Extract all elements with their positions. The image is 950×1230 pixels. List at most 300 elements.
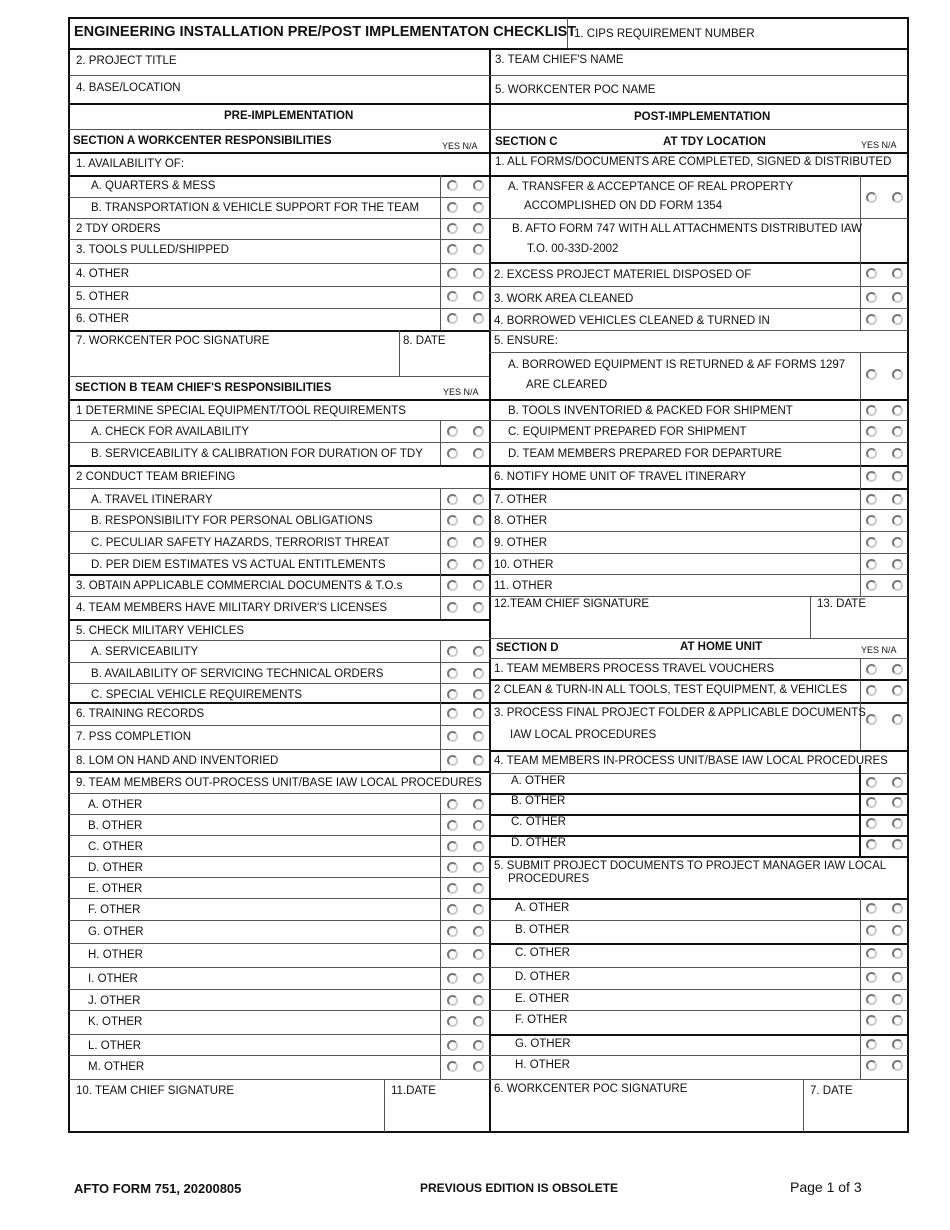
section-d-item-1-yes-radio[interactable] [866, 685, 877, 696]
grid-line [489, 1079, 908, 1080]
grid-line [489, 553, 908, 554]
grid-line [859, 827, 861, 856]
grid-line [440, 793, 441, 814]
section-c-subtitle: AT TDY LOCATION [663, 136, 766, 148]
team-chief-signature-c-field[interactable]: 12.TEAM CHIEF SIGNATURE [494, 598, 650, 610]
grid-line [69, 488, 489, 489]
section-c-item: 4. BORROWED VEHICLES CLEANED & TURNED IN [494, 315, 770, 327]
grid-line [489, 702, 908, 704]
section-b-item-19-yes-radio[interactable] [447, 820, 458, 831]
section-d-item-5g-na-radio[interactable] [892, 1039, 903, 1050]
grid-line [69, 1055, 489, 1056]
section-b-item: 9. TEAM MEMBERS OUT-PROCESS UNIT/BASE IAW LOCAL PROCEDURES [76, 777, 482, 789]
section-b-item-26-yes-radio[interactable] [447, 973, 458, 984]
section-c-item: 3. WORK AREA CLEANED [494, 293, 634, 305]
section-a-yes-na-header: YES N/A [442, 141, 478, 151]
section-b-item-25-yes-radio[interactable] [447, 949, 458, 960]
section-d-item-5h-yes-radio[interactable] [866, 1060, 877, 1071]
section-d-yes-na-header: YES N/A [861, 645, 897, 655]
section-c-item: A. BORROWED EQUIPMENT IS RETURNED & AF FORMS 1297 [508, 359, 846, 371]
grid-line [440, 877, 441, 898]
section-b-item-27-na-radio[interactable] [473, 995, 484, 1006]
section-d-item: A. OTHER [515, 902, 570, 914]
section-b-item-25-na-radio[interactable] [473, 949, 484, 960]
section-c-item-1a-yes-radio[interactable] [866, 192, 877, 203]
section-b-item-5-yes-radio[interactable] [447, 515, 458, 526]
section-d-subtitle: AT HOME UNIT [680, 641, 763, 653]
section-b-item-23-yes-radio[interactable] [447, 904, 458, 915]
grid-line [69, 877, 489, 878]
section-b-item-12-na-radio[interactable] [473, 668, 484, 679]
grid-line [440, 920, 441, 943]
section-c-item-5a-na-radio[interactable] [892, 369, 903, 380]
section-a-item-3-na-radio[interactable] [473, 223, 484, 234]
section-c-yes-na-header: YES N/A [861, 140, 897, 150]
section-d-item-4c-yes-radio[interactable] [866, 818, 877, 829]
section-b-item-27-yes-radio[interactable] [447, 995, 458, 1006]
section-b-item: 6. TRAINING RECORDS [76, 708, 205, 720]
section-d-item-4d-na-radio[interactable] [892, 839, 903, 850]
section-a-item-2-na-radio[interactable] [473, 202, 484, 213]
section-b-item: M. OTHER [88, 1061, 145, 1073]
section-c-item-11-na-radio[interactable] [892, 405, 903, 416]
grid-line [860, 509, 861, 531]
section-b-item-8-na-radio[interactable] [473, 580, 484, 591]
grid-line [440, 662, 441, 683]
section-b-item: E. OTHER [88, 883, 143, 895]
grid-line [69, 376, 489, 377]
section-d-item: 1. TEAM MEMBERS PROCESS TRAVEL VOUCHERS [494, 663, 775, 675]
grid-line [489, 898, 908, 900]
section-b-item-9-yes-radio[interactable] [447, 602, 458, 613]
section-c-item: D. TEAM MEMBERS PREPARED FOR DEPARTURE [508, 448, 782, 460]
section-d-item-5d-na-radio[interactable] [892, 972, 903, 983]
section-d-item-5g-yes-radio[interactable] [866, 1039, 877, 1050]
section-a-item-5-yes-radio[interactable] [447, 268, 458, 279]
grid-line [489, 750, 908, 752]
section-d-item: 3. PROCESS FINAL PROJECT FOLDER & APPLICABLE DOCUMENTS [494, 707, 866, 719]
grid-line [440, 531, 441, 553]
section-b-item-13-yes-radio[interactable] [447, 689, 458, 700]
grid-line [440, 835, 441, 856]
section-b-item-13-na-radio[interactable] [473, 689, 484, 700]
grid-line [69, 640, 489, 641]
section-c-item-12-na-radio[interactable] [892, 426, 903, 437]
grid-line [69, 420, 489, 421]
grid-line [440, 1055, 441, 1079]
section-c-item: 11. OTHER [494, 580, 553, 592]
section-a-item-3-yes-radio[interactable] [447, 223, 458, 234]
section-a-item: 1. AVAILABILITY OF: [76, 158, 185, 170]
grid-line [860, 420, 861, 442]
grid-line [440, 239, 441, 263]
grid-line [69, 920, 489, 921]
section-c-item-12-yes-radio[interactable] [866, 426, 877, 437]
section-d-item-5h-na-radio[interactable] [892, 1060, 903, 1071]
grid-line [489, 638, 908, 639]
section-b-item-21-na-radio[interactable] [473, 862, 484, 873]
section-c-item-cont: ARE CLEARED [526, 379, 608, 391]
section-b-item-24-yes-radio[interactable] [447, 926, 458, 937]
section-d-item-2-yes-radio[interactable] [866, 714, 877, 725]
section-b-item: K. OTHER [88, 1016, 143, 1028]
grid-line [440, 725, 441, 749]
grid-line [69, 662, 489, 663]
section-a-item: A. QUARTERS & MESS [91, 180, 216, 192]
section-c-item-18-na-radio[interactable] [892, 559, 903, 570]
section-b-item: 7. PSS COMPLETION [76, 731, 192, 743]
section-b-item: L. OTHER [88, 1040, 142, 1052]
section-b-item: J. OTHER [88, 995, 141, 1007]
cips-requirement-field[interactable]: 1. CIPS REQUIREMENT NUMBER [574, 28, 755, 40]
section-b-item-8-yes-radio[interactable] [447, 580, 458, 591]
section-a-item: 3. TOOLS PULLED/SHIPPED [76, 244, 229, 256]
section-d-title: SECTION D [496, 642, 559, 654]
section-b-item: 8. LOM ON HAND AND INVENTORIED [76, 755, 279, 767]
grid-line [69, 967, 489, 968]
section-c-title: SECTION C [495, 136, 558, 148]
team-chief-name-field[interactable]: 3. TEAM CHIEF'S NAME [495, 54, 624, 66]
section-b-item-9-na-radio[interactable] [473, 602, 484, 613]
grid-line [69, 793, 489, 794]
section-c-item: B. TOOLS INVENTORIED & PACKED FOR SHIPMENT [508, 405, 793, 417]
section-c-item-14-na-radio[interactable] [892, 471, 903, 482]
section-d-item: B. OTHER [515, 924, 570, 936]
section-b-item-26-na-radio[interactable] [473, 973, 484, 984]
section-b-item: C. OTHER [88, 841, 143, 853]
section-d-item-5b-yes-radio[interactable] [866, 925, 877, 936]
section-d-item-cont: IAW LOCAL PROCEDURES [510, 729, 657, 741]
grid-line [69, 725, 489, 726]
grid-line [69, 218, 489, 219]
section-b-item-18-yes-radio[interactable] [447, 799, 458, 810]
section-a-item-2-yes-radio[interactable] [447, 202, 458, 213]
grid-line [440, 286, 441, 308]
section-c-item-15-na-radio[interactable] [892, 494, 903, 505]
grid-line [489, 175, 908, 177]
section-d-item: H. OTHER [515, 1059, 570, 1071]
section-c-item: 10. OTHER [494, 559, 554, 571]
form-id: AFTO FORM 751, 20200805 [74, 1181, 242, 1196]
grid-line [440, 263, 441, 286]
grid-line [860, 898, 861, 920]
section-b-item: G. OTHER [88, 926, 144, 938]
section-c-item-14-yes-radio[interactable] [866, 471, 877, 482]
section-b-item: 3. OBTAIN APPLICABLE COMMERCIAL DOCUMENTS & T.O.s [76, 580, 403, 592]
project-title-field[interactable]: 2. PROJECT TITLE [76, 55, 177, 67]
section-d-item: B. OTHER [511, 795, 566, 807]
section-c-item-13-yes-radio[interactable] [866, 448, 877, 459]
section-b-item-24-na-radio[interactable] [473, 926, 484, 937]
workcenter-poc-date-field[interactable]: 8. DATE [403, 335, 446, 347]
grid-line [860, 399, 861, 420]
section-b-item-4-yes-radio[interactable] [447, 494, 458, 505]
section-d-item-0-yes-radio[interactable] [866, 664, 877, 675]
base-location-field[interactable]: 4. BASE/LOCATION [76, 82, 181, 94]
section-b-item-21-yes-radio[interactable] [447, 862, 458, 873]
section-c-item-5-yes-radio[interactable] [866, 268, 877, 279]
grid-line [489, 1034, 908, 1036]
section-d-item-5e-na-radio[interactable] [892, 994, 903, 1005]
section-d-item: D. OTHER [511, 837, 566, 849]
grid-line [69, 286, 489, 287]
grid-line [440, 898, 441, 920]
grid-line [489, 943, 908, 945]
section-a-item: 2 TDY ORDERS [76, 223, 161, 235]
grid-line [489, 420, 908, 421]
section-c-item-16-na-radio[interactable] [892, 515, 903, 526]
section-c-item-7-na-radio[interactable] [892, 314, 903, 325]
section-a-item-7-na-radio[interactable] [473, 313, 484, 324]
section-b-item-6-yes-radio[interactable] [447, 537, 458, 548]
section-d-item-4b-na-radio[interactable] [892, 797, 903, 808]
team-chief-date-field[interactable]: 11.DATE [391, 1085, 436, 1097]
section-d-item-5a-yes-radio[interactable] [866, 903, 877, 914]
post-implementation-heading: POST-IMPLEMENTATION [634, 111, 771, 123]
section-b-item-14-yes-radio[interactable] [447, 708, 458, 719]
grid-line [489, 920, 908, 921]
workcenter-poc-name-field[interactable]: 5. WORKCENTER POC NAME [495, 84, 656, 96]
section-d-item-4a-na-radio[interactable] [892, 777, 903, 788]
section-d-item-1-na-radio[interactable] [892, 685, 903, 696]
grid-line [860, 465, 861, 488]
section-c-item-19-na-radio[interactable] [892, 580, 903, 591]
grid-line [69, 1034, 489, 1035]
section-b-item-14-na-radio[interactable] [473, 708, 484, 719]
section-b-item: 2 CONDUCT TEAM BRIEFING [76, 471, 236, 483]
section-b-item-6-na-radio[interactable] [473, 537, 484, 548]
section-b-item-5-na-radio[interactable] [473, 515, 484, 526]
section-d-item: D. OTHER [515, 971, 570, 983]
section-b-item-30-na-radio[interactable] [473, 1061, 484, 1072]
grid-line [860, 967, 861, 989]
section-c-item-1a-na-radio[interactable] [892, 192, 903, 203]
grid-line [440, 989, 441, 1010]
section-d-item-5e-yes-radio[interactable] [866, 994, 877, 1005]
section-a-item-4-na-radio[interactable] [473, 244, 484, 255]
team-chief-signature-field[interactable]: 10. TEAM CHIEF SIGNATURE [76, 1085, 235, 1097]
section-d-item-2-na-radio[interactable] [892, 714, 903, 725]
section-c-item-6-na-radio[interactable] [892, 292, 903, 303]
grid-line [860, 442, 861, 465]
section-b-item-7-na-radio[interactable] [473, 559, 484, 570]
grid-line [69, 465, 489, 467]
section-d-item-4a-yes-radio[interactable] [866, 777, 877, 788]
grid-line [489, 679, 908, 681]
section-c-item-18-yes-radio[interactable] [866, 559, 877, 570]
grid-line [440, 574, 441, 596]
team-chief-date-c-field[interactable]: 13. DATE [817, 598, 866, 610]
section-a-item: 6. OTHER [76, 313, 130, 325]
grid-line [69, 399, 489, 401]
section-b-item-20-na-radio[interactable] [473, 841, 484, 852]
workcenter-poc-signature-field[interactable]: 7. WORKCENTER POC SIGNATURE [76, 335, 270, 347]
section-a-item-1-yes-radio[interactable] [447, 180, 458, 191]
section-b-item: B. SERVICEABILITY & CALIBRATION FOR DURATION OF TDY [91, 448, 423, 460]
workcenter-poc-date-d-field[interactable]: 7. DATE [810, 1085, 853, 1097]
grid-line [860, 1034, 861, 1055]
section-b-item-11-na-radio[interactable] [473, 646, 484, 657]
section-b-item-2-yes-radio[interactable] [447, 448, 458, 459]
grid-line [69, 989, 489, 990]
section-b-item-16-yes-radio[interactable] [447, 755, 458, 766]
grid-line [489, 1010, 908, 1011]
grid-line [489, 967, 908, 968]
workcenter-poc-signature-d-field[interactable]: 6. WORKCENTER POC SIGNATURE [494, 1083, 688, 1095]
section-b-item-4-na-radio[interactable] [473, 494, 484, 505]
section-a-item-7-yes-radio[interactable] [447, 313, 458, 324]
section-c-item-5-na-radio[interactable] [892, 268, 903, 279]
section-b-item-15-na-radio[interactable] [473, 731, 484, 742]
section-d-item-5d-yes-radio[interactable] [866, 972, 877, 983]
grid-line [69, 152, 908, 154]
grid-line [440, 175, 441, 197]
grid-line [489, 330, 908, 331]
grid-line [69, 103, 908, 105]
grid-line [440, 1034, 441, 1055]
section-c-item: 1. ALL FORMS/DOCUMENTS ARE COMPLETED, SIGNED & DISTRIBUTED [495, 156, 892, 168]
section-d-item-cont: PROCEDURES [508, 873, 590, 885]
grid-line [440, 749, 441, 771]
section-b-item-29-yes-radio[interactable] [447, 1040, 458, 1051]
section-c-item: 6. NOTIFY HOME UNIT OF TRAVEL ITINERARY [494, 471, 747, 483]
section-d-item-5c-yes-radio[interactable] [866, 948, 877, 959]
section-d-item-5b-na-radio[interactable] [892, 925, 903, 936]
grid-line [489, 308, 908, 309]
section-c-item-17-yes-radio[interactable] [866, 537, 877, 548]
grid-line [69, 835, 489, 836]
grid-line [860, 943, 861, 967]
section-b-item-1-yes-radio[interactable] [447, 426, 458, 437]
grid-line [489, 488, 908, 490]
grid-line [489, 286, 908, 287]
section-b-item-1-na-radio[interactable] [473, 426, 484, 437]
section-b-item-23-na-radio[interactable] [473, 904, 484, 915]
section-b-item-15-yes-radio[interactable] [447, 731, 458, 742]
section-b-item: C. PECULIAR SAFETY HAZARDS, TERRORIST THREAT [91, 537, 390, 549]
section-b-item: B. AVAILABILITY OF SERVICING TECHNICAL ORDERS [91, 668, 384, 680]
edition-notice: PREVIOUS EDITION IS OBSOLETE [420, 1181, 619, 1195]
grid-line [860, 920, 861, 943]
section-c-item-13-na-radio[interactable] [892, 448, 903, 459]
grid-line [384, 1079, 385, 1132]
grid-line [440, 1010, 441, 1034]
grid-line [440, 509, 441, 531]
section-b-item-11-yes-radio[interactable] [447, 646, 458, 657]
grid-line [69, 771, 489, 773]
grid-line [69, 749, 489, 750]
section-c-item: B. AFTO FORM 747 WITH ALL ATTACHMENTS DISTRIBUTED IAW [512, 223, 862, 235]
section-a-item-1-na-radio[interactable] [473, 180, 484, 191]
grid-line [69, 702, 489, 704]
section-b-item-22-yes-radio[interactable] [447, 883, 458, 894]
grid-line [860, 679, 861, 702]
grid-line [860, 658, 861, 679]
grid-line [803, 1079, 804, 1132]
section-a-item-6-na-radio[interactable] [473, 291, 484, 302]
section-b-item-28-yes-radio[interactable] [447, 1016, 458, 1027]
grid-line [489, 509, 908, 510]
section-d-item-5f-na-radio[interactable] [892, 1015, 903, 1026]
grid-line [440, 814, 441, 835]
section-d-item-4c-na-radio[interactable] [892, 818, 903, 829]
section-b-yes-na-header: YES N/A [443, 387, 479, 397]
grid-line [489, 352, 908, 353]
grid-line [489, 658, 908, 659]
section-d-item: 2 CLEAN & TURN-IN ALL TOOLS, TEST EQUIPMENT, & VEHICLES [494, 684, 848, 696]
section-b-item-2-na-radio[interactable] [473, 448, 484, 459]
grid-line [489, 1055, 908, 1056]
section-b-item: A. OTHER [88, 799, 143, 811]
section-b-item-12-yes-radio[interactable] [447, 668, 458, 679]
section-c-item-19-yes-radio[interactable] [866, 580, 877, 591]
section-a-item-4-yes-radio[interactable] [447, 244, 458, 255]
section-d-item-5a-na-radio[interactable] [892, 903, 903, 914]
form-title: ENGINEERING INSTALLATION PRE/POST IMPLEMENTATON CHECKLIST [74, 24, 577, 40]
grid-line [489, 531, 908, 532]
section-a-item-5-na-radio[interactable] [473, 268, 484, 279]
section-d-item-5f-yes-radio[interactable] [866, 1015, 877, 1026]
section-c-item-6-yes-radio[interactable] [866, 292, 877, 303]
section-a-item: B. TRANSPORTATION & VEHICLE SUPPORT FOR THE TEAM [91, 202, 420, 214]
section-c-item: 2. EXCESS PROJECT MATERIEL DISPOSED OF [494, 269, 752, 281]
section-b-item-20-yes-radio[interactable] [447, 841, 458, 852]
section-c-item: 9. OTHER [494, 537, 548, 549]
section-d-item-4b-yes-radio[interactable] [866, 797, 877, 808]
section-b-item-29-na-radio[interactable] [473, 1040, 484, 1051]
section-b-item-18-na-radio[interactable] [473, 799, 484, 810]
section-b-item-22-na-radio[interactable] [473, 883, 484, 894]
section-b-item-16-na-radio[interactable] [473, 755, 484, 766]
grid-line [440, 488, 441, 509]
grid-line [860, 1055, 861, 1079]
grid-line [489, 574, 908, 575]
section-c-item: C. EQUIPMENT PREPARED FOR SHIPMENT [508, 426, 747, 438]
grid-line [489, 442, 908, 443]
section-b-item-30-yes-radio[interactable] [447, 1061, 458, 1072]
section-c-item-16-yes-radio[interactable] [866, 515, 877, 526]
grid-line [69, 531, 489, 532]
grid-line [69, 619, 489, 621]
grid-line [69, 509, 489, 510]
section-c-item-5a-yes-radio[interactable] [866, 369, 877, 380]
grid-line [489, 262, 908, 264]
section-b-item: A. SERVICEABILITY [91, 646, 199, 658]
grid-line [69, 129, 908, 130]
section-c-item-11-yes-radio[interactable] [866, 405, 877, 416]
section-d-item-0-na-radio[interactable] [892, 664, 903, 675]
section-c-item-15-yes-radio[interactable] [866, 494, 877, 505]
section-c-item-17-na-radio[interactable] [892, 537, 903, 548]
grid-line [489, 465, 908, 467]
section-d-item: 4. TEAM MEMBERS IN-PROCESS UNIT/BASE IAW LOCAL PROCEDURES [494, 755, 888, 767]
section-b-item-28-na-radio[interactable] [473, 1016, 484, 1027]
section-a-item-6-yes-radio[interactable] [447, 291, 458, 302]
grid-line [69, 239, 489, 240]
section-d-item: A. OTHER [511, 775, 566, 787]
section-b-item-19-na-radio[interactable] [473, 820, 484, 831]
section-b-item: D. OTHER [88, 862, 143, 874]
section-d-item-4d-yes-radio[interactable] [866, 839, 877, 850]
grid-line [440, 420, 441, 442]
grid-line [69, 683, 489, 684]
section-c-item-7-yes-radio[interactable] [866, 314, 877, 325]
section-d-item: C. OTHER [515, 947, 570, 959]
grid-line [860, 1010, 861, 1034]
section-b-item-7-yes-radio[interactable] [447, 559, 458, 570]
grid-line [489, 989, 908, 990]
section-d-item-5c-na-radio[interactable] [892, 948, 903, 959]
